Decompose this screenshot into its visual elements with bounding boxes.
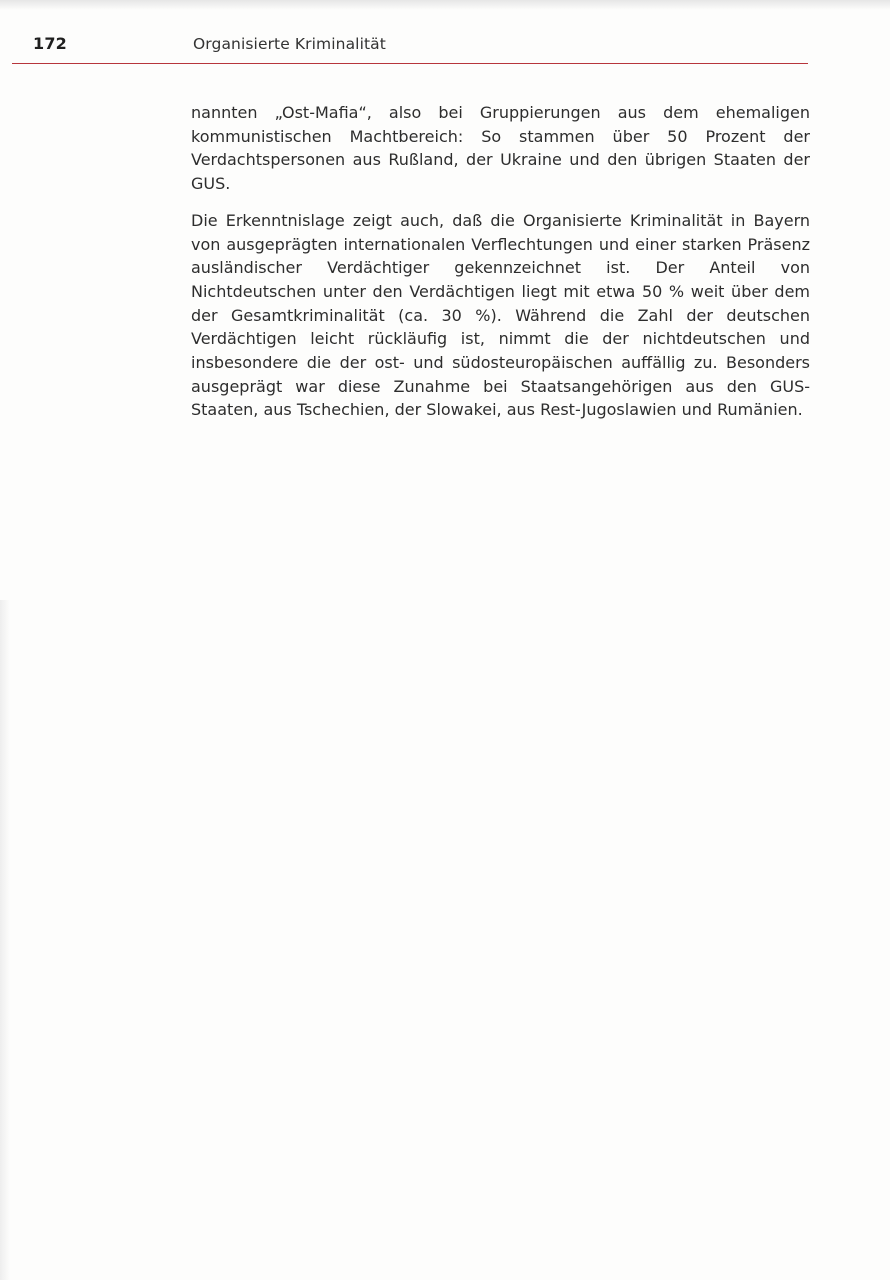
left-edge-shadow bbox=[0, 600, 10, 1280]
running-title: Organisierte Kriminalität bbox=[193, 35, 386, 53]
page-number: 172 bbox=[33, 34, 67, 53]
body-text bbox=[191, 101, 810, 435]
header-rule bbox=[12, 63, 808, 64]
page-header bbox=[0, 0, 890, 64]
paragraph-2: Die Erkenntnislage zeigt auch, daß die Organisierte Kriminalität in Bayern von ausgeprägten internationalen Verflechtungen und einer starken Präsenz ausländischer Verdächtiger gekennzeichnet ist. Der Anteil von Nichtdeutschen unter den Verdächtigen liegt mit etwa 50 % weit über dem der Gesamtkriminalität (ca. 30 %). Während die Zahl der deutschen Verdächtigen leicht rückläufig ist, nimmt die der nichtdeutschen und insbesondere die der ost- und südosteuropäischen auffällig zu. Besonders ausgeprägt war diese Zunahme bei Staatsangehörigen aus den GUS-Staaten, aus Tschechien, der Slowakei, aus Rest-Jugoslawien und Rumänien. bbox=[191, 210, 810, 420]
paragraph-1: nannten „Ost-Mafia“, also bei Gruppierungen aus dem ehemaligen kommunistischen Machtbereich: So stammen über 50 Prozent der Verdachtspersonen aus Rußland, der Ukraine und den übrigen Staaten der GUS. bbox=[191, 103, 810, 194]
